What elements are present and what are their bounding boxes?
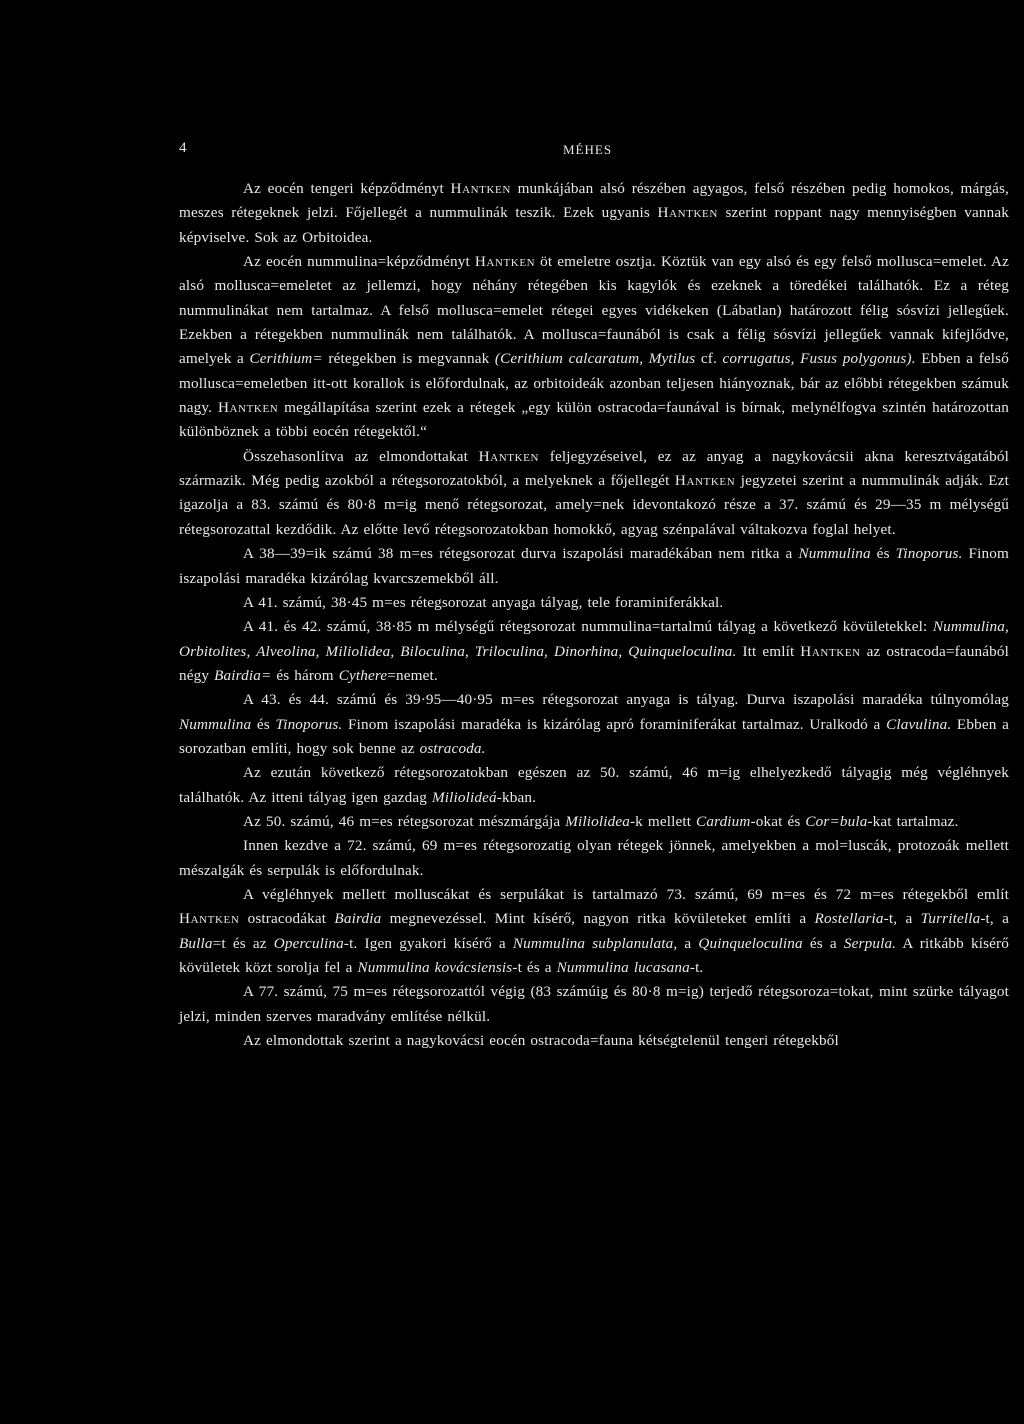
text-run: Az eocén nummulina=képződményt [243, 253, 475, 271]
text-run: és a [802, 934, 844, 952]
taxon-name: Miliolidea [565, 812, 630, 830]
body-text [179, 177, 1009, 1053]
author-name: Hantken [450, 180, 511, 197]
text-run: A 38—39=ik számú 38 m=es rétegsorozat durva iszapolási maradékában nem ritka a [243, 545, 799, 563]
page-number: 4 [179, 140, 187, 156]
text-run: Ebben a felső mollusca=emeletben itt-ott korallok is előfordulnak, az orbitoideák azonban teljesen hiányoznak, bár az előbbi rétegekben számuk nagy. [179, 350, 1009, 417]
text-run: Innen kezdve a 72. számú, 69 m=es rétegsorozatig olyan rétegek jönnek, amelyekben a mol=luscák, protozoák mellett mészalgák és serpulák is előfordulnak. [179, 837, 1009, 879]
text-run: Finom iszapolási maradéka is kizárólag apró foraminiferákat tartalmaz. Uralkodó a [342, 715, 887, 733]
text-run: -t. [689, 959, 704, 976]
text-run: és [251, 715, 276, 733]
taxon-name: Quinqueloculina [698, 934, 803, 952]
author-name: Hantken [217, 399, 279, 417]
taxon-name: Bairdia [334, 910, 382, 928]
taxon-name: Miliolideá [431, 788, 497, 806]
text-run: A 77. számú, 75 m=es rétegsorozattól végig (83 számúig és 80·8 m=ig) terjedő rétegsoroza=tokat, mint szürke tályagot jelzi, minden szerves maradvány említése nélkül. [179, 983, 1009, 1025]
text-run: , a [673, 934, 699, 952]
text-run: Az 50. számú, 46 m=es rétegsorozat mészmárgája [243, 812, 566, 830]
text-run: -t, a [980, 910, 1009, 928]
paragraph-11 [179, 883, 1009, 980]
paragraph-9 [179, 810, 1009, 834]
taxon-name: Clavulina. [886, 715, 952, 733]
text-run: Az eocén tengeri képződményt [243, 180, 451, 197]
paragraph-5 [179, 591, 1009, 615]
text-run: -t, a [883, 910, 921, 928]
author-name: Hantken [179, 910, 240, 928]
taxon-name: Nummulina [798, 545, 871, 563]
author-name: Hantken [800, 642, 861, 660]
text-run: Ebben a sorozatban említi, hogy sok benne az [179, 715, 1009, 757]
paragraph-8 [179, 761, 1009, 810]
text-run: -t. Igen gyakori kísérő a [343, 934, 513, 952]
taxon-name: Cardium [696, 812, 751, 830]
taxon-name: Nummulina subplanulata [512, 934, 674, 952]
text-run: -k mellett [629, 812, 697, 830]
taxon-name: Nummulina lucasana [556, 959, 690, 976]
taxon-name: Rostellaria [814, 910, 884, 928]
text-run: és [870, 545, 896, 563]
text-run: szerint roppant nagy mennyiségben vannak képviselve. Sok az Orbitoidea. [179, 204, 1009, 246]
paragraph-12 [179, 980, 1009, 1029]
paragraph-3 [179, 445, 1009, 542]
text-run: A végléhnyek mellett molluscákat és serpulákat is tartalmazó 73. számú, 69 m=es és 72 m=es rétegekből említ [243, 885, 1009, 903]
paragraph-10 [179, 834, 1009, 883]
text-run: Finom iszapolási maradéka kizárólag kvarcszemekből áll. [179, 545, 1009, 587]
taxon-name: Nummulina kovácsiensis [357, 959, 513, 976]
text-run: az ostracoda=faunából négy [179, 642, 1009, 684]
taxon-name: Tinoporus. [895, 545, 963, 563]
text-run: -kban. [496, 788, 537, 806]
text-run: munkájában alsó részében agyagos, felső részében pedig homokos, márgás, meszes rétegeknek jelzi. Főjellegét a nummulinák teszik. Ezek ugyanis [179, 180, 1009, 222]
text-run: =t és az [212, 934, 274, 952]
taxon-name: Cor=bula [805, 812, 868, 830]
text-run: -t és a [512, 959, 557, 976]
taxon-list: corrugatus, Fusus polygonus). [722, 350, 916, 368]
taxon-name: Nummulina [179, 715, 252, 733]
text-run: megállapítása szerint ezek a rétegek „egy külön ostracoda=faunával is bírnak, melynélfogva szintén határozottan különböznek a többi eocén rétegektől.“ [179, 399, 1010, 441]
paragraph-2 [179, 250, 1009, 445]
text-run: rétegekben is megvannak [322, 350, 495, 368]
page-header [179, 140, 1009, 162]
author-name: Hantken [478, 447, 540, 465]
text-run: megnevezéssel. Mint kísérő, nagyon ritka kövületeket említi a [381, 910, 815, 928]
taxon-name: Tinoporus. [275, 715, 343, 733]
paragraph-4 [179, 542, 1009, 591]
text-run: jegyzetei szerint a nummulinák adják. Ezt igazolja a 83. számú és 80·8 m=ig menő rétegsorozat, amely=nek idevontakozó része a 37. számú és 29—35 m mélységű rétegsorozattal kezdődik. Az előtte levő rétegsorozatokban homokkő, agyag szénpalával váltakozva foglal helyet. [179, 472, 1009, 538]
text-run: és három [271, 666, 339, 684]
taxon-name: Operculina [273, 934, 344, 952]
text-run: cf. [695, 350, 723, 368]
text-run: feljegyzéseivel, ez az anyag a nagykovácsii akna keresztvágatából származik. Még pedig azokból a rétegsorozatokból, a melyeknek a főjellegét [179, 447, 1009, 490]
author-name: Hantken [657, 204, 718, 222]
text-run: A 41. és 42. számú, 38·85 m mélységű rétegsorozat nummulina=tartalmú tályag a következő kövületekkel: [243, 618, 933, 636]
text-run: Az elmondottak szerint a nagykovácsi eocén ostracoda=fauna kétségtelenül tengeri rétegekből [243, 1032, 839, 1050]
taxon-name: Bulla [179, 934, 213, 952]
text-run: A ritkább kísérő kövületek közt sorolja fel a [179, 934, 1009, 976]
text-run: -kat tartalmaz. [867, 812, 959, 830]
paragraph-13 [179, 1029, 1009, 1053]
taxon-list: Nummulina, Orbitolites, Alveolina, Miliolidea, Biloculina, Triloculina, Dinorhina, Quinqueloculina. [179, 618, 1009, 660]
paragraph-7 [179, 688, 1009, 761]
taxon-name: Bairdia= [214, 666, 272, 684]
text-run: Az ezután következő rétegsorozatokban egészen az 50. számú, 46 m=ig elhelyezkedő tályagig még végléhnyek találhatók. Az itteni tályag igen gazdag [179, 764, 1009, 806]
taxon-name: ostracoda. [419, 739, 486, 757]
taxon-name: Cerithium= [249, 350, 323, 368]
paragraph-6 [179, 615, 1009, 688]
text-run: Itt említ [736, 642, 801, 660]
text-run: A 41. számú, 38·45 m=es rétegsorozat anyaga tályag, tele foraminiferákkal. [243, 593, 724, 611]
text-run: -okat és [750, 812, 806, 830]
taxon-name: Serpula. [843, 934, 897, 952]
author-name: Hantken [674, 472, 736, 490]
taxon-list: (Cerithium calcaratum, Mytilus [494, 350, 696, 368]
text-run: Összehasonlítva az elmondottakat [243, 447, 479, 465]
text-run: A 43. és 44. számú és 39·95—40·95 m=es rétegsorozat anyaga is tályag. Durva iszapolási maradéka túlnyomólag [243, 691, 1009, 709]
running-head: MÉHES [563, 142, 613, 157]
taxon-name: Cythere [338, 666, 388, 684]
text-run: =nemet. [387, 666, 438, 684]
taxon-name: Turritella [920, 910, 981, 928]
paragraph-1 [179, 177, 1009, 250]
author-name: Hantken [474, 253, 536, 271]
text-run: öt emeletre osztja. Köztük van egy alsó és egy felső mollusca=emelet. Az alsó mollusca=emeletet az jellemzi, hogy néhány rétegében kis kagylók és ezeknek a töredékei találhatók. Ez a réteg nummulinákat nem tartalmaz. A felső mollusca=emelet rétegei egyes vidékeken (Lábatlan) határozott félig sósvízi jellegűek. Ezekben a rétegekben nummulinák nem találhatók. A mollusca=faunából is csak a félig sósvízi jellegűek vannak kifejlődve, amelyek a [179, 253, 1009, 368]
text-run: ostracodákat [239, 910, 335, 928]
